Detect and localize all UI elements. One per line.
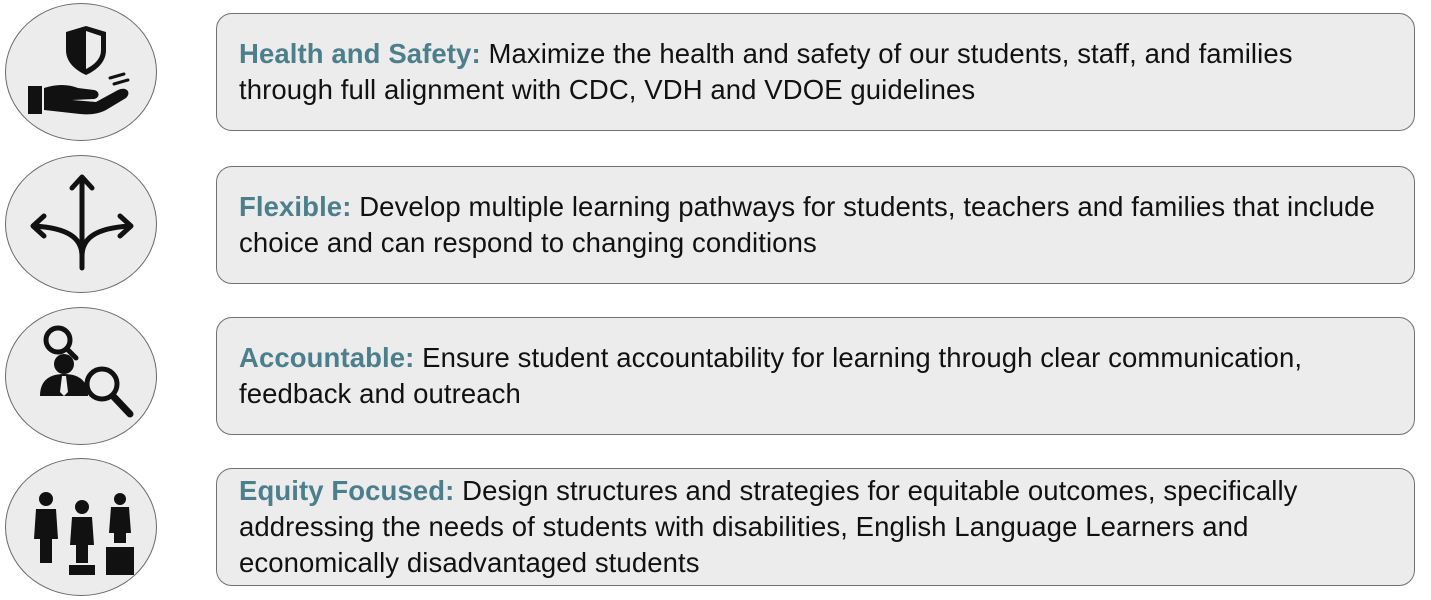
principle-box: [216, 317, 1415, 435]
icon-circle: [5, 458, 157, 596]
principle-text: [239, 340, 1392, 412]
principle-text: [239, 189, 1392, 261]
person-magnifier-icon: [6, 308, 158, 446]
principle-box: [216, 166, 1415, 284]
principle-label: Equity Focused:: [239, 475, 455, 506]
hand-shield-icon: [6, 4, 158, 142]
principle-description: Develop multiple learning pathways for students, teachers and families that include choice and can respond to changing conditions: [239, 191, 1375, 258]
principle-label: Flexible:: [239, 191, 352, 222]
icon-circle: [5, 155, 157, 293]
equity-people-icon: [6, 459, 158, 597]
principle-box: [216, 468, 1415, 586]
icon-circle: [5, 307, 157, 445]
icon-circle: [5, 3, 157, 141]
principle-label: Health and Safety:: [239, 38, 481, 69]
principle-description: Maximize the health and safety of our students, staff, and families through full alignment with CDC, VDH and VDOE guidelines: [239, 38, 1293, 105]
principle-label: Accountable:: [239, 342, 415, 373]
principle-text: [239, 36, 1392, 108]
principle-description: Ensure student accountability for learning through clear communication, feedback and outreach: [239, 342, 1303, 409]
principle-box: [216, 13, 1415, 131]
principle-description: Design structures and strategies for equitable outcomes, specifically addressing the needs of students with disabilities, English Language Learners and economically disadvantaged students: [239, 475, 1298, 578]
principle-text: [239, 473, 1392, 581]
split-arrows-icon: [6, 156, 158, 294]
